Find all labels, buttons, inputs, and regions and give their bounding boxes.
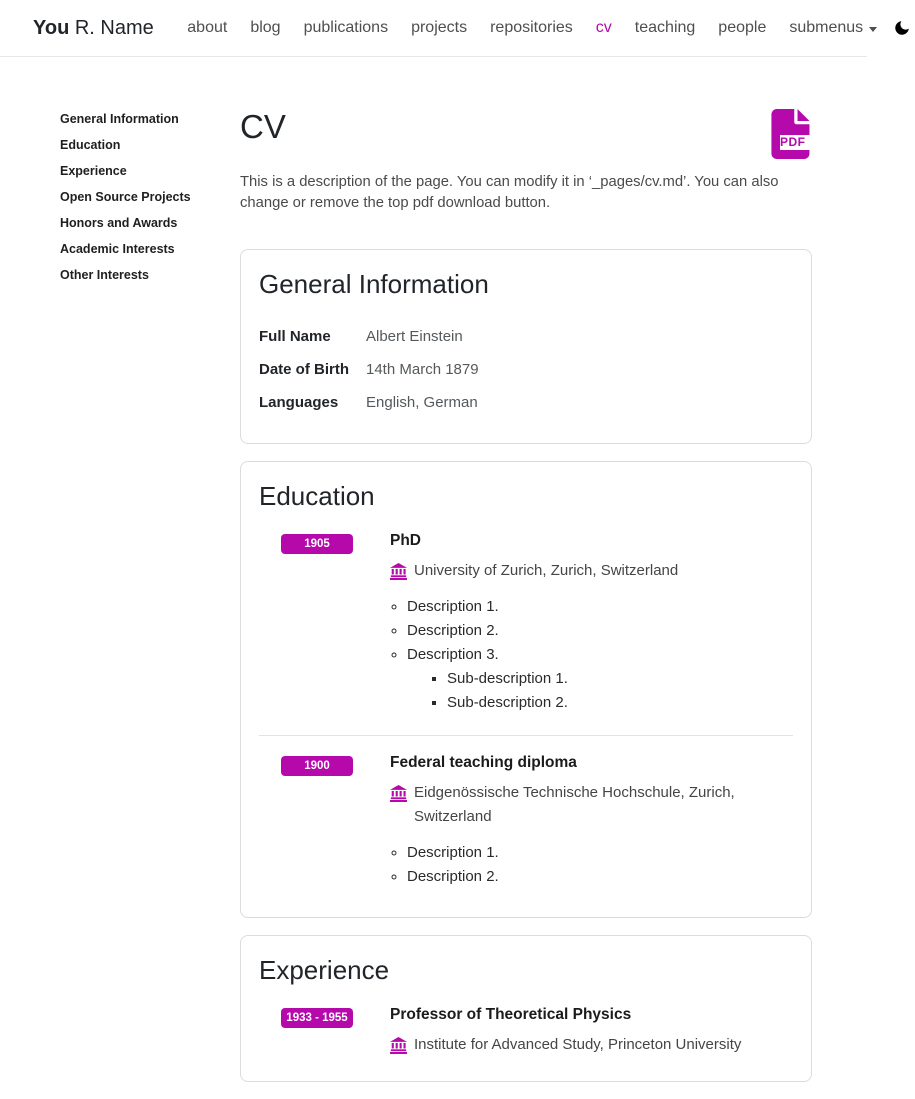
institution-text: Institute for Advanced Study, Princeton University [414, 1036, 742, 1053]
description-item [407, 623, 793, 638]
description-list [390, 599, 793, 710]
dark-mode-toggle[interactable] [889, 15, 915, 41]
university-icon [390, 1037, 407, 1054]
description-item [407, 845, 793, 860]
university-icon [390, 785, 407, 802]
nav-item-submenus-label: submenus [789, 19, 864, 36]
info-label: Languages [259, 394, 339, 411]
info-row [259, 353, 793, 386]
sidebar-item-open-source-projects[interactable]: Open Source Projects [60, 190, 191, 204]
nav-item-projects[interactable]: projects [411, 19, 468, 36]
sidebar-item-other-interests[interactable]: Other Interests [60, 268, 149, 282]
info-row [259, 320, 793, 353]
description-text: Description 2. [407, 868, 499, 885]
info-value: Albert Einstein [366, 328, 463, 345]
nav-items [176, 13, 889, 43]
brand-link[interactable] [33, 17, 154, 40]
info-label: Date of Birth [259, 361, 349, 378]
timeline-divider [259, 735, 793, 736]
nav-item-teaching[interactable]: teaching [634, 19, 696, 36]
nav-item-repositories[interactable]: repositories [490, 19, 573, 36]
period-badge: 1933 - 1955 [281, 1008, 353, 1028]
sidebar-item-general-information[interactable]: General Information [60, 112, 179, 126]
section-general-information [240, 249, 812, 444]
period-column [259, 754, 390, 893]
section-experience [240, 935, 812, 1082]
nav-item-submenus[interactable] [781, 13, 885, 43]
period-badge: 1905 [281, 534, 353, 554]
description-list [390, 845, 793, 884]
institution-text: University of Zurich, Zurich, Switzerland [414, 562, 679, 579]
timeline-item-title: Federal teaching diploma [390, 754, 577, 771]
sub-description-text: Sub-description 2. [447, 694, 568, 711]
description-text: Description 3. [407, 646, 499, 663]
timeline-item-phd [259, 532, 793, 719]
page-title: CV [240, 108, 286, 145]
pdf-label: PDF [780, 135, 814, 150]
description-item [407, 647, 793, 710]
nav-item-cv[interactable]: cv [595, 19, 612, 36]
pdf-download-button[interactable] [770, 109, 812, 159]
sub-description-item [447, 695, 793, 710]
institution-text: Eidgenössische Technische Hochschule, Zurich, Switzerland [414, 784, 735, 825]
table-of-contents [60, 107, 240, 1099]
sidebar-item-education[interactable]: Education [60, 138, 121, 152]
sub-description-item [447, 671, 793, 686]
page-header [240, 107, 812, 159]
timeline-item-professor [259, 1006, 793, 1057]
description-text: Description 2. [407, 622, 499, 639]
section-title: Experience [259, 955, 390, 985]
section-education [240, 461, 812, 918]
nav-item-blog[interactable]: blog [250, 19, 281, 36]
info-value: 14th March 1879 [366, 361, 479, 378]
nav-item-about[interactable]: about [187, 19, 228, 36]
timeline-item-title: Professor of Theoretical Physics [390, 1006, 632, 1023]
page-body [0, 57, 867, 1099]
description-item [407, 869, 793, 884]
timeline-item-title: PhD [390, 532, 421, 549]
institution-line [390, 559, 793, 583]
sidebar-item-experience[interactable]: Experience [60, 164, 127, 178]
brand-first-name: You [33, 16, 70, 39]
period-column [259, 532, 390, 719]
description-item [407, 599, 793, 614]
nav-item-people[interactable]: people [718, 19, 767, 36]
nav-item-publications[interactable]: publications [303, 19, 389, 36]
timeline-item-diploma [259, 754, 793, 893]
sub-description-text: Sub-description 1. [447, 670, 568, 687]
timeline-content [390, 532, 793, 719]
description-text: Description 1. [407, 844, 499, 861]
description-text: Description 1. [407, 598, 499, 615]
info-value: English, German [366, 394, 478, 411]
institution-line [390, 1033, 793, 1057]
info-label: Full Name [259, 328, 331, 345]
period-badge: 1900 [281, 756, 353, 776]
chevron-down-icon [869, 27, 877, 32]
info-row [259, 386, 793, 419]
sidebar-item-academic-interests[interactable]: Academic Interests [60, 242, 175, 256]
moon-icon [893, 19, 911, 37]
period-column [259, 1006, 390, 1057]
sub-description-list [407, 671, 793, 710]
institution-line [390, 781, 793, 829]
brand-last-name: R. Name [74, 16, 154, 39]
main-content [240, 107, 812, 1099]
section-title: General Information [259, 269, 489, 299]
timeline-content [390, 754, 793, 893]
section-title: Education [259, 481, 375, 511]
timeline-content [390, 1006, 793, 1057]
page-description: This is a description of the page. You can modify it in ‘_pages/cv.md’. You can also change or remove the top pdf download button. [240, 174, 779, 211]
university-icon [390, 563, 407, 580]
sidebar-item-honors-and-awards[interactable]: Honors and Awards [60, 216, 178, 230]
navbar [0, 0, 867, 57]
